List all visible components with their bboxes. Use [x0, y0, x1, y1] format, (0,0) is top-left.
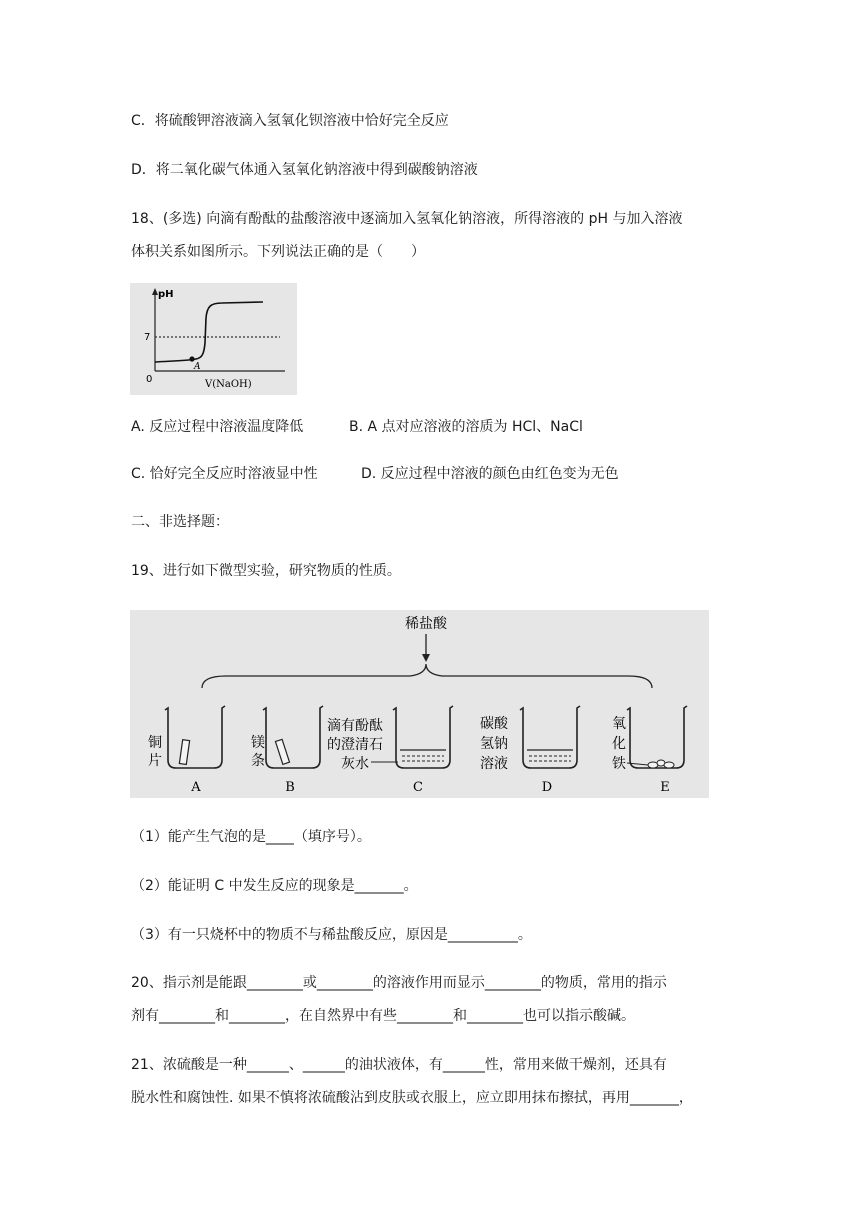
copper-strip — [179, 740, 189, 765]
beaker-e-content-3: 铁 — [612, 756, 626, 772]
distribution-brace — [202, 664, 652, 688]
beaker-e-content-2: 化 — [612, 736, 626, 752]
beaker-d-content-3: 溶液 — [480, 756, 508, 772]
q19-stem: 19、进行如下微型实验，研究物质的性质。 — [131, 563, 401, 579]
beaker-a-letter: A — [191, 780, 201, 795]
tick-7-label: 7 — [144, 332, 151, 343]
beaker-e-letter: E — [660, 780, 670, 795]
q17-option-c: C．将硫酸钾溶液滴入氢氧化钡溶液中恰好完全反应 — [131, 113, 449, 129]
q21-line1: 21、浓硫酸是一种______、______的油状液体，有______性，常用来做干燥剂，还具有 — [131, 1057, 667, 1073]
ph-curve — [155, 302, 263, 362]
point-a-label: A — [194, 362, 201, 372]
magnesium-strip — [275, 739, 289, 764]
beaker-d — [480, 706, 580, 795]
beaker-d-content-1: 碳酸 — [480, 716, 508, 732]
beaker-c-content-3: 灰水 — [341, 756, 369, 772]
beaker-b-content-2: 条 — [251, 753, 265, 769]
q18-stem-line2: 体积关系如图所示。下列说法正确的是（ ） — [131, 244, 425, 260]
beaker-a — [148, 706, 225, 795]
q20-line2: 剂有________和________，在自然界中有些________和________也可以指示酸碱。 — [131, 1008, 635, 1024]
point-a — [189, 356, 194, 361]
q19-part1: （1）能产生气泡的是____（填序号）。 — [131, 829, 371, 845]
x-axis-label: V(NaOH) — [205, 379, 252, 390]
q18-option-c: C. 恰好完全反应时溶液显中性 — [131, 466, 318, 482]
beaker-a-content-1: 铜 — [148, 735, 162, 751]
beaker-d-letter: D — [541, 780, 553, 795]
iron-oxide-lump — [664, 762, 674, 768]
q19-part3: （3）有一只烧杯中的物质不与稀盐酸反应，原因是__________。 — [131, 927, 532, 943]
beaker-e — [612, 706, 687, 795]
beaker-b — [251, 706, 323, 795]
y-axis-label: pH — [158, 289, 174, 300]
beaker-d-content-2: 氢钠 — [480, 736, 508, 752]
ph-graph-figure — [130, 283, 297, 395]
q18-stem-line1: 18、(多选) 向滴有酚酞的盐酸溶液中逐滴加入氢氧化钠溶液，所得溶液的 pH 与加入溶液 — [131, 211, 683, 227]
beaker-c — [327, 706, 453, 795]
iron-oxide-lump — [648, 762, 658, 768]
reagent-arrowhead — [422, 654, 430, 662]
q18-option-b: B. A 点对应溶液的溶质为 HCl、NaCl — [349, 419, 583, 435]
q18-option-d: D. 反应过程中溶液的颜色由红色变为无色 — [361, 466, 619, 482]
beaker-c-content-2: 的澄清石 — [327, 737, 383, 753]
reagent-label: 稀盐酸 — [405, 616, 447, 632]
beaker-b-letter: B — [285, 780, 295, 795]
q19-part2: （2）能证明 C 中发生反应的现象是_______。 — [131, 878, 418, 894]
experiment-figure — [130, 610, 709, 798]
q21-line2: 脱水性和腐蚀性. 如果不慎将浓硫酸沾到皮肤或衣服上，应立即用抹布擦拭，再用_______， — [131, 1090, 693, 1106]
q17-option-d: D．将二氧化碳气体通入氢氧化钠溶液中得到碳酸钠溶液 — [131, 162, 478, 178]
beaker-c-content-1: 滴有酚酞 — [327, 718, 383, 734]
q20-line1: 20、指示剂是能跟________或________的溶液作用而显示________的物质，常用的指示 — [131, 975, 667, 991]
origin-label: 0 — [146, 374, 153, 385]
beaker-b-content-1: 镁 — [251, 735, 265, 751]
beaker-c-letter: C — [413, 780, 423, 795]
section-heading-nonchoice: 二、非选择题： — [131, 514, 229, 530]
beaker-e-content-1: 氧 — [612, 716, 626, 732]
beaker-a-content-2: 片 — [148, 753, 162, 769]
q18-option-a: A. 反应过程中溶液温度降低 — [131, 419, 304, 435]
